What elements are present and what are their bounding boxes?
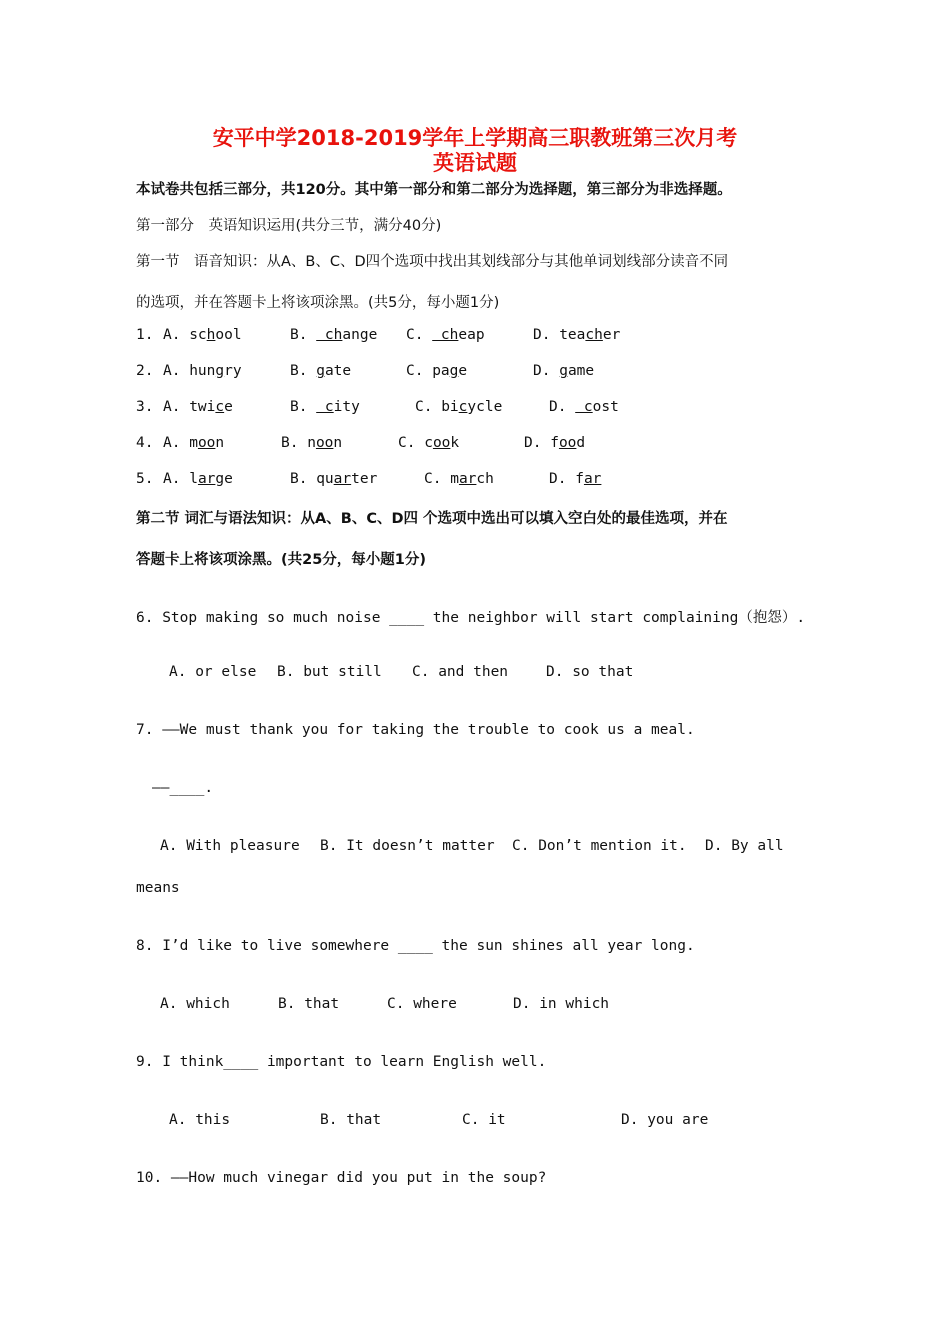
option-letter: C.	[398, 435, 416, 451]
part1-heading: 第一部分 英语知识运用(共分三节，满分40分)	[136, 218, 442, 234]
option-letter: B.	[290, 363, 308, 379]
underlined-letters: oo	[197, 435, 216, 451]
phonetics-question-3-option-b	[290, 399, 360, 415]
section2-instructions-line2: 答题卡上将该项涂黑。(共25分，每小题1分)	[136, 552, 427, 568]
phonetics-question-5-option-c	[424, 471, 494, 487]
word-suffix: ity	[333, 399, 360, 415]
exam-subtitle: 英语试题	[433, 151, 517, 175]
underlined-letters: ar	[583, 471, 602, 487]
phonetics-question-2-option-d	[533, 363, 594, 379]
word-suffix: d	[576, 435, 586, 451]
word-prefix: bi	[441, 399, 459, 415]
section2-instructions-line1: 第二节 词汇与语法知识：从A、B、C、D四 个选项中选出可以填入空白处的最佳选项，并在	[136, 511, 728, 527]
underlined-letters: ch	[316, 327, 343, 343]
phonetics-question-4-number: 4.	[136, 435, 154, 451]
option-letter: D.	[549, 471, 567, 487]
underlined-letters: g	[215, 363, 225, 379]
question-7-option-d-continued: means	[136, 880, 180, 896]
option-letter: A.	[163, 471, 181, 487]
phonetics-question-3-number: 3.	[136, 399, 154, 415]
word-prefix: qu	[316, 471, 334, 487]
question-8-option-d: D. in which	[513, 996, 610, 1012]
question-8-option-b: B. that	[278, 996, 340, 1012]
word-suffix: ry	[224, 363, 242, 379]
word-prefix: tea	[559, 327, 586, 343]
phonetics-question-2-number: 2.	[136, 363, 154, 379]
underlined-letters: c	[575, 399, 593, 415]
word-suffix: e	[458, 363, 468, 379]
underlined-letters: c	[458, 399, 468, 415]
question-8-stem: 8. I’d like to live somewhere ____ the sun shines all year long.	[136, 938, 695, 954]
word-prefix: l	[189, 471, 198, 487]
question-7-option-b: B. It doesn’t matter	[320, 838, 495, 854]
option-letter: B.	[290, 327, 308, 343]
phonetics-question-5-option-d	[549, 471, 601, 487]
question-9-stem: 9. I think____ important to learn English well.	[136, 1054, 547, 1070]
phonetics-question-3-option-c	[415, 399, 502, 415]
underlined-letters: c	[316, 399, 334, 415]
option-letter: A.	[163, 399, 181, 415]
word-suffix: k	[450, 435, 460, 451]
word-suffix: e	[224, 399, 233, 415]
word-suffix: er	[602, 327, 621, 343]
underlined-letters: ar	[458, 471, 477, 487]
exam-intro: 本试卷共包括三部分，共120分。其中第一部分和第二部分为选择题，第三部分为非选择题。	[136, 182, 732, 198]
phonetics-question-1-option-d	[533, 327, 620, 343]
question-9-option-a: A. this	[169, 1112, 231, 1128]
underlined-letters: oo	[558, 435, 577, 451]
phonetics-question-4-option-c	[398, 435, 459, 451]
question-9-option-d: D. you are	[621, 1112, 709, 1128]
question-6-option-a: A. or else	[169, 664, 257, 680]
option-letter: D.	[549, 399, 567, 415]
phonetics-question-2-option-b	[290, 363, 351, 379]
phonetics-question-1-option-c	[406, 327, 485, 343]
underlined-letters: ar	[333, 471, 352, 487]
option-letter: C.	[424, 471, 442, 487]
option-letter: B.	[290, 471, 308, 487]
question-7-option-a: A. With pleasure	[160, 838, 300, 854]
question-8-option-c: C. where	[387, 996, 457, 1012]
word-suffix: n	[333, 435, 343, 451]
word-prefix: pa	[432, 363, 450, 379]
question-9-option-b: B. that	[320, 1112, 382, 1128]
word-suffix: ost	[592, 399, 619, 415]
word-suffix: ange	[342, 327, 378, 343]
option-letter: A.	[163, 435, 181, 451]
question-6-stem: 6. Stop making so much noise ____ the neighbor will start complaining（抱怨）.	[136, 610, 806, 626]
option-letter: C.	[406, 327, 424, 343]
question-9-option-c: C. it	[462, 1112, 506, 1128]
question-7-option-d: D. By all	[705, 838, 784, 854]
section1-instructions-line2: 的选项，并在答题卡上将该项涂黑。(共5分，每小题1分)	[136, 295, 500, 311]
phonetics-question-5-number: 5.	[136, 471, 154, 487]
phonetics-question-2-option-c	[406, 363, 467, 379]
question-10-stem: 10. ——How much vinegar did you put in the soup?	[136, 1170, 547, 1186]
phonetics-question-3-option-d	[549, 399, 619, 415]
word-prefix: n	[307, 435, 316, 451]
option-letter: D.	[533, 363, 551, 379]
option-letter: C.	[415, 399, 433, 415]
word-suffix: ge	[215, 471, 233, 487]
question-7-reply: ——____.	[152, 780, 214, 796]
question-8-option-a: A. which	[160, 996, 230, 1012]
underlined-letters: ar	[197, 471, 216, 487]
phonetics-question-2-option-a	[163, 363, 242, 379]
word-suffix: ame	[567, 363, 595, 379]
underlined-letters: g	[559, 363, 568, 379]
question-6-option-c: C. and then	[412, 664, 509, 680]
word-prefix: f	[575, 471, 584, 487]
underlined-letters: c	[215, 399, 225, 415]
phonetics-question-1-number: 1.	[136, 327, 154, 343]
phonetics-question-5-option-a	[163, 471, 233, 487]
underlined-letters: ch	[585, 327, 603, 343]
word-prefix: m	[450, 471, 459, 487]
word-prefix: f	[550, 435, 559, 451]
exam-title: 安平中学2018-2019学年上学期高三职教班第三次月考	[212, 126, 738, 150]
option-letter: A.	[163, 327, 181, 343]
underlined-letters: g	[449, 363, 459, 379]
word-suffix: ch	[476, 471, 494, 487]
underlined-letters: oo	[315, 435, 334, 451]
phonetics-question-5-option-b	[290, 471, 377, 487]
word-suffix: ate	[324, 363, 352, 379]
underlined-letters: oo	[432, 435, 451, 451]
question-7-stem: 7. ——We must thank you for taking the trouble to cook us a meal.	[136, 722, 695, 738]
phonetics-question-4-option-b	[281, 435, 342, 451]
question-6-option-d: D. so that	[546, 664, 634, 680]
option-letter: C.	[406, 363, 424, 379]
question-6-option-b: B. but still	[277, 664, 382, 680]
phonetics-question-4-option-d	[524, 435, 585, 451]
option-letter: D.	[533, 327, 551, 343]
phonetics-question-1-option-a	[163, 327, 242, 343]
word-suffix: ter	[351, 471, 378, 487]
underlined-letters: g	[316, 363, 325, 379]
section1-instructions-line1: 第一节 语音知识：从A、B、C、D四个选项中找出其划线部分与其他单词划线部分读音不同	[136, 254, 729, 270]
word-suffix: n	[215, 435, 225, 451]
word-suffix: ycle	[467, 399, 503, 415]
option-letter: A.	[163, 363, 181, 379]
word-prefix: twi	[189, 399, 216, 415]
option-letter: B.	[290, 399, 308, 415]
word-prefix: sc	[189, 327, 207, 343]
phonetics-question-4-option-a	[163, 435, 224, 451]
word-prefix: hun	[189, 363, 216, 379]
underlined-letters: ch	[432, 327, 459, 343]
phonetics-question-3-option-a	[163, 399, 233, 415]
underlined-letters: h	[206, 327, 216, 343]
word-prefix: m	[189, 435, 198, 451]
option-letter: B.	[281, 435, 299, 451]
question-7-option-c: C. Don’t mention it.	[512, 838, 687, 854]
word-prefix: c	[424, 435, 433, 451]
option-letter: D.	[524, 435, 542, 451]
word-suffix: eap	[458, 327, 485, 343]
word-suffix: ool	[215, 327, 242, 343]
phonetics-question-1-option-b	[290, 327, 377, 343]
